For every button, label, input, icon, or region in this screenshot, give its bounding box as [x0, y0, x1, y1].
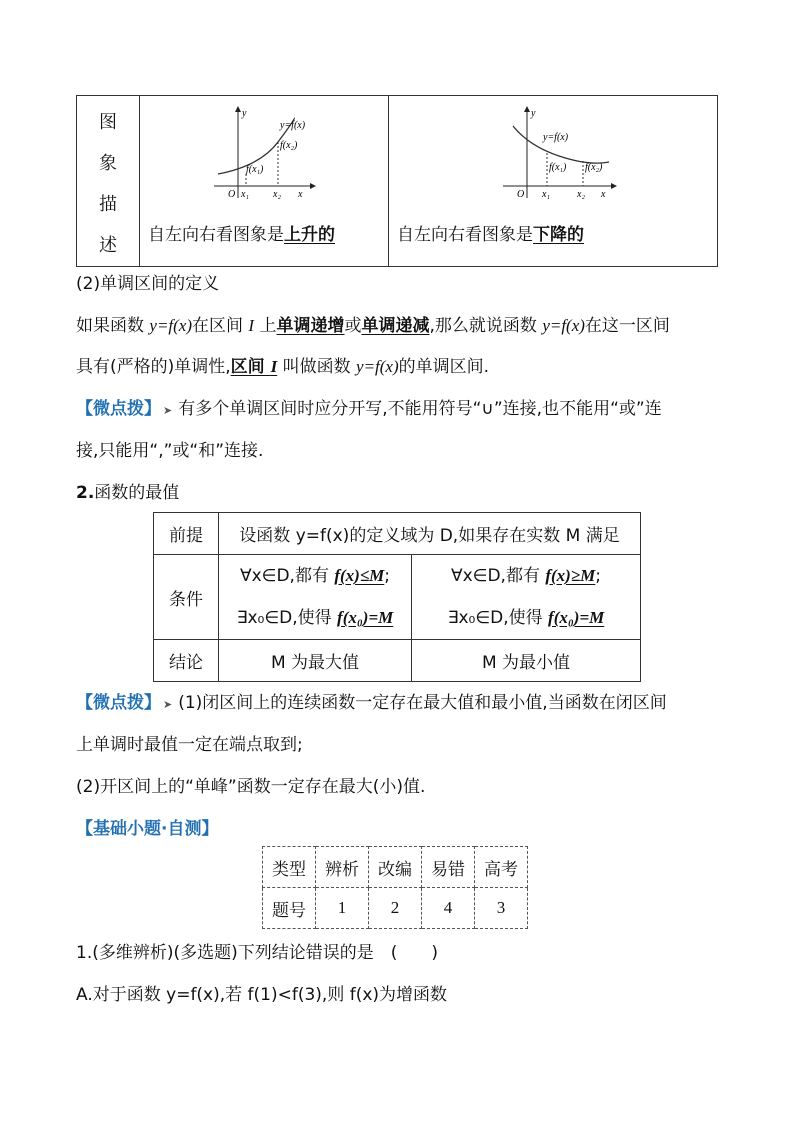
x-axis-label: x [601, 189, 606, 200]
y-axis-label: y [242, 108, 247, 119]
keyword: f(x)≥M [545, 566, 596, 585]
interval-heading: (2)单调区间的定义 [76, 274, 220, 294]
text: 或 [344, 316, 362, 336]
increasing-graph-cell [140, 96, 389, 267]
premise-text: 设函数 y=f(x)的定义域为 D,如果存在实数 M 满足 [219, 513, 641, 555]
tip2-line3: (2)开区间上的“单峰”函数一定存在最大(小)值. [76, 777, 426, 797]
arrow-icon: ➤ [163, 698, 173, 711]
origin-label: O [228, 189, 236, 200]
text: 上 [254, 316, 277, 336]
fx1-label: f(x₁) [549, 162, 567, 173]
table-cell: 4 [422, 888, 475, 929]
fx2-label: f(x₂) [585, 162, 603, 173]
conclusion-max: M 为最大值 [219, 640, 412, 682]
header-char: 象 [99, 153, 117, 174]
number-row [263, 888, 528, 929]
tip-label: 【微点拨】 [76, 399, 161, 419]
text: 叫做函数 [277, 357, 357, 377]
x1-label: x₁ [542, 189, 550, 200]
tip-label: 【微点拨】 [76, 693, 161, 713]
keyword: f(x)≤M [334, 566, 385, 585]
x-axis-arrow [310, 183, 316, 189]
increasing-caption [148, 220, 335, 245]
text: ∃x₀∈D,使得 [236, 608, 338, 628]
x2-label: x₂ [273, 189, 281, 200]
quiz-type-table [262, 846, 528, 929]
interval-symbol: I [270, 357, 278, 376]
question-1-option-a: A.对于函数 y=f(x),若 f(1)<f(3),则 f(x)为增函数 [76, 985, 448, 1005]
quiz-heading [76, 818, 218, 840]
x2-label: x₂ [577, 189, 585, 200]
interval-symbol: I [248, 316, 255, 335]
premise-label: 前提 [154, 513, 219, 555]
header-char: 描 [99, 194, 117, 215]
table-cell: 易错 [422, 847, 475, 888]
function-label: y=f(x) [543, 132, 569, 143]
table-cell: 题号 [263, 888, 316, 929]
max-min-table [153, 512, 641, 682]
table-cell: 3 [475, 888, 528, 929]
fx1-label: f(x₁) [246, 164, 264, 175]
interval-definition-line1 [76, 315, 670, 337]
text: ; [384, 566, 391, 586]
y-axis-label: y [531, 108, 536, 119]
decreasing-caption [397, 220, 584, 245]
table-cell: 高考 [475, 847, 528, 888]
text: 在区间 [192, 316, 249, 336]
table-cell: 2 [369, 888, 422, 929]
quiz-label: 【基础小题·自测】 [76, 819, 219, 839]
tip1-line2: 接,只能用“,”或“和”连接. [76, 441, 264, 461]
section-title: 函数的最值 [94, 483, 180, 503]
decreasing-function-graph [499, 104, 619, 200]
x1-label: x₁ [241, 189, 249, 200]
arrow-icon: ➤ [163, 404, 173, 417]
tip-text: (1)闭区间上的连续函数一定存在最大值和最小值,当函数在闭区间 [178, 693, 667, 713]
tip1-line1 [76, 398, 662, 422]
function-expr: y=f(x) [542, 316, 585, 335]
caption-keyword: 上升的 [284, 225, 335, 245]
function-expr: y=f(x) [149, 316, 193, 335]
table-cell: 类型 [263, 847, 316, 888]
conclusion-label: 结论 [154, 640, 219, 682]
text: 的单调区间. [398, 357, 490, 377]
caption-keyword: 下降的 [533, 225, 584, 245]
table-cell: 1 [316, 888, 369, 929]
max-heading [76, 482, 179, 504]
text: 如果函数 [76, 316, 150, 336]
function-expr: y=f(x) [356, 357, 399, 376]
condition-label: 条件 [154, 555, 219, 640]
interval-definition-line2 [76, 356, 489, 378]
header-char: 图 [99, 112, 117, 133]
min-condition-1 [420, 555, 632, 597]
min-condition-cell [412, 555, 641, 640]
text: ,那么就说函数 [429, 316, 543, 336]
max-condition-2 [227, 597, 403, 639]
keyword-text: 区间 [230, 357, 271, 377]
question-1: 1.(多维辨析)(多选题)下列结论错误的是 ( ) [76, 943, 439, 963]
text: 具有(严格的)单调性, [76, 357, 231, 377]
text: 在这一区间 [584, 316, 670, 336]
tip2-line1 [76, 692, 667, 716]
caption-text: 自左向右看图象是 [148, 225, 284, 245]
text: ∀x∈D,都有 [450, 566, 546, 586]
y-axis-arrow [235, 106, 241, 112]
fx2-label: f(x₂) [280, 140, 298, 151]
text: ∃x₀∈D,使得 [447, 608, 549, 628]
min-condition-2 [420, 597, 632, 639]
graph-description-table [76, 95, 718, 267]
function-label: y=f(x) [280, 120, 306, 131]
keyword-interval [231, 357, 278, 377]
max-condition-cell [219, 555, 412, 640]
tip2-line2: 上单调时最值一定在端点取到; [76, 735, 303, 755]
origin-label: O [517, 189, 525, 200]
keyword-decreasing: 单调递减 [361, 316, 430, 336]
x-axis-label: x [298, 189, 303, 200]
keyword-increasing: 单调递增 [276, 316, 345, 336]
y-axis-arrow [524, 106, 530, 112]
section-number: 2. [76, 483, 95, 503]
max-condition-1 [227, 555, 403, 597]
x-axis-arrow [611, 183, 617, 189]
graph-header-cell [77, 96, 140, 267]
decreasing-graph-cell [389, 96, 718, 267]
text: ; [595, 566, 602, 586]
header-char: 述 [99, 235, 117, 256]
text: ∀x∈D,都有 [239, 566, 335, 586]
conclusion-min: M 为最小值 [412, 640, 641, 682]
keyword: f(x₀)=M [548, 608, 605, 627]
table-cell: 改编 [369, 847, 422, 888]
type-row [263, 847, 528, 888]
increasing-function-graph [210, 104, 330, 200]
keyword: f(x₀)=M [337, 608, 394, 627]
tip-text: 有多个单调区间时应分开写,不能用符号“∪”连接,也不能用“或”连 [178, 399, 662, 419]
table-cell: 辨析 [316, 847, 369, 888]
caption-text: 自左向右看图象是 [397, 225, 533, 245]
